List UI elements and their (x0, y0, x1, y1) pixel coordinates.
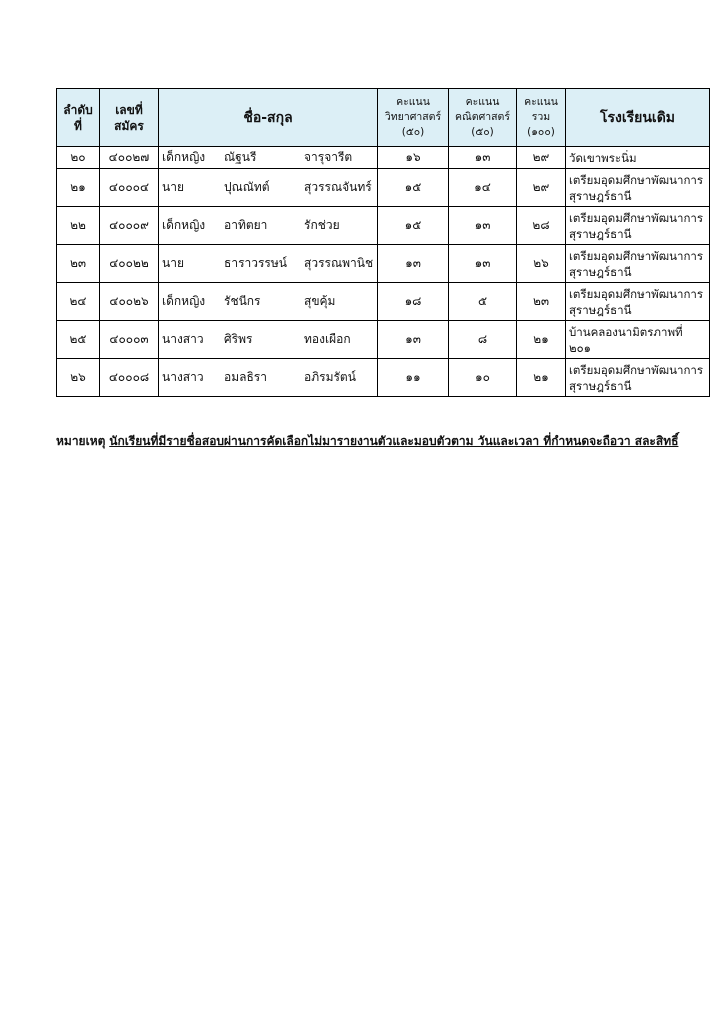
cell-app-id: ๔๐๐๐๘ (100, 359, 159, 397)
last-name: สุขคุ้ม (304, 294, 336, 308)
header-math: คะแนน คณิตศาสตร์ (๕๐) (449, 89, 517, 147)
cell-no: ๒๖ (57, 359, 100, 397)
last-name: สุวรรณพานิช (304, 256, 374, 270)
table-row (57, 321, 710, 359)
cell-school: วัดเขาพระนิ่ม (566, 147, 710, 169)
name-prefix: เด็กหญิง (162, 218, 206, 232)
name-prefix: เด็กหญิง (162, 150, 206, 164)
cell-name (159, 245, 378, 283)
name-prefix: นาย (162, 256, 184, 270)
cell-school: บ้านคลองนามิตรภาพที่ ๒๐๑ (566, 321, 710, 359)
cell-app-id: ๔๐๐๐๔ (100, 169, 159, 207)
cell-school: เตรียมอุดมศึกษาพัฒนาการ สุราษฎร์ธานี (566, 283, 710, 321)
first-name: อมลธิรา (224, 370, 267, 384)
table-row (57, 245, 710, 283)
cell-math: ๑๔ (449, 169, 517, 207)
cell-name (159, 147, 378, 169)
cell-total: ๒๑ (517, 321, 566, 359)
first-name: อาทิตยา (224, 218, 268, 232)
table-row (57, 359, 710, 397)
cell-app-id: ๔๐๐๒๒ (100, 245, 159, 283)
cell-app-id: ๔๐๐๒๗ (100, 147, 159, 169)
last-name: ทองเผือก (304, 332, 351, 346)
table-row (57, 283, 710, 321)
cell-total: ๒๓ (517, 283, 566, 321)
cell-total: ๒๙ (517, 169, 566, 207)
cell-no: ๒๐ (57, 147, 100, 169)
header-row (57, 89, 710, 147)
header-app-id: เลขที่ สมัคร (100, 89, 159, 147)
header-name: ชื่อ-สกุล (159, 89, 378, 147)
name-prefix: นางสาว (162, 332, 204, 346)
cell-name (159, 283, 378, 321)
cell-science: ๑๖ (378, 147, 449, 169)
first-name: ปุณณัทต์ (224, 180, 270, 194)
cell-science: ๑๘ (378, 283, 449, 321)
first-name: ณัฐนรี (224, 150, 257, 164)
header-school: โรงเรียนเดิม (566, 89, 710, 147)
table-row (57, 169, 710, 207)
first-name: รัชนีกร (224, 294, 261, 308)
cell-name (159, 359, 378, 397)
cell-science: ๑๓ (378, 321, 449, 359)
cell-app-id: ๔๐๐๐๙ (100, 207, 159, 245)
name-prefix: นาย (162, 180, 184, 194)
cell-no: ๒๒ (57, 207, 100, 245)
header-total: คะแนน รวม (๑๐๐) (517, 89, 566, 147)
table-row (57, 147, 710, 169)
cell-app-id: ๔๐๐๐๓ (100, 321, 159, 359)
cell-math: ๑๐ (449, 359, 517, 397)
remark-note (56, 432, 716, 451)
cell-school: เตรียมอุดมศึกษาพัฒนาการ สุราษฎร์ธานี (566, 207, 710, 245)
remark-text: นักเรียนที่มีรายชื่อสอบผ่านการคัดเลือกไม่มารายงานตัวและมอบตัวตาม วันและเวลา ที่กำหนดจะถือวา สละสิทธิ์ (109, 434, 679, 448)
cell-math: ๑๓ (449, 245, 517, 283)
first-name: ธาราวรรษน์ (224, 256, 287, 270)
cell-science: ๑๕ (378, 169, 449, 207)
first-name: ศิริพร (224, 332, 253, 346)
cell-total: ๒๙ (517, 147, 566, 169)
cell-total: ๒๑ (517, 359, 566, 397)
table-row (57, 207, 710, 245)
cell-no: ๒๓ (57, 245, 100, 283)
cell-name (159, 321, 378, 359)
last-name: อภิรมรัตน์ (304, 370, 356, 384)
cell-school: เตรียมอุดมศึกษาพัฒนาการ สุราษฎร์ธานี (566, 359, 710, 397)
cell-no: ๒๑ (57, 169, 100, 207)
cell-school: เตรียมอุดมศึกษาพัฒนาการ สุราษฎร์ธานี (566, 169, 710, 207)
cell-math: ๑๓ (449, 147, 517, 169)
results-table (56, 88, 710, 397)
cell-app-id: ๔๐๐๒๖ (100, 283, 159, 321)
cell-total: ๒๖ (517, 245, 566, 283)
header-no: ลำดับ ที่ (57, 89, 100, 147)
header-science: คะแนน วิทยาศาสตร์ (๕๐) (378, 89, 449, 147)
cell-math: ๕ (449, 283, 517, 321)
cell-name (159, 207, 378, 245)
cell-science: ๑๕ (378, 207, 449, 245)
cell-no: ๒๕ (57, 321, 100, 359)
cell-math: ๘ (449, 321, 517, 359)
cell-school: เตรียมอุดมศึกษาพัฒนาการ สุราษฎร์ธานี (566, 245, 710, 283)
cell-no: ๒๔ (57, 283, 100, 321)
cell-science: ๑๑ (378, 359, 449, 397)
remark-label: หมายเหตุ (56, 434, 106, 448)
last-name: สุวรรณจันทร์ (304, 180, 372, 194)
cell-total: ๒๘ (517, 207, 566, 245)
last-name: รักช่วย (304, 218, 340, 232)
name-prefix: เด็กหญิง (162, 294, 206, 308)
name-prefix: นางสาว (162, 370, 204, 384)
last-name: จารุจารีต (304, 150, 353, 164)
cell-math: ๑๓ (449, 207, 517, 245)
cell-science: ๑๓ (378, 245, 449, 283)
cell-name (159, 169, 378, 207)
